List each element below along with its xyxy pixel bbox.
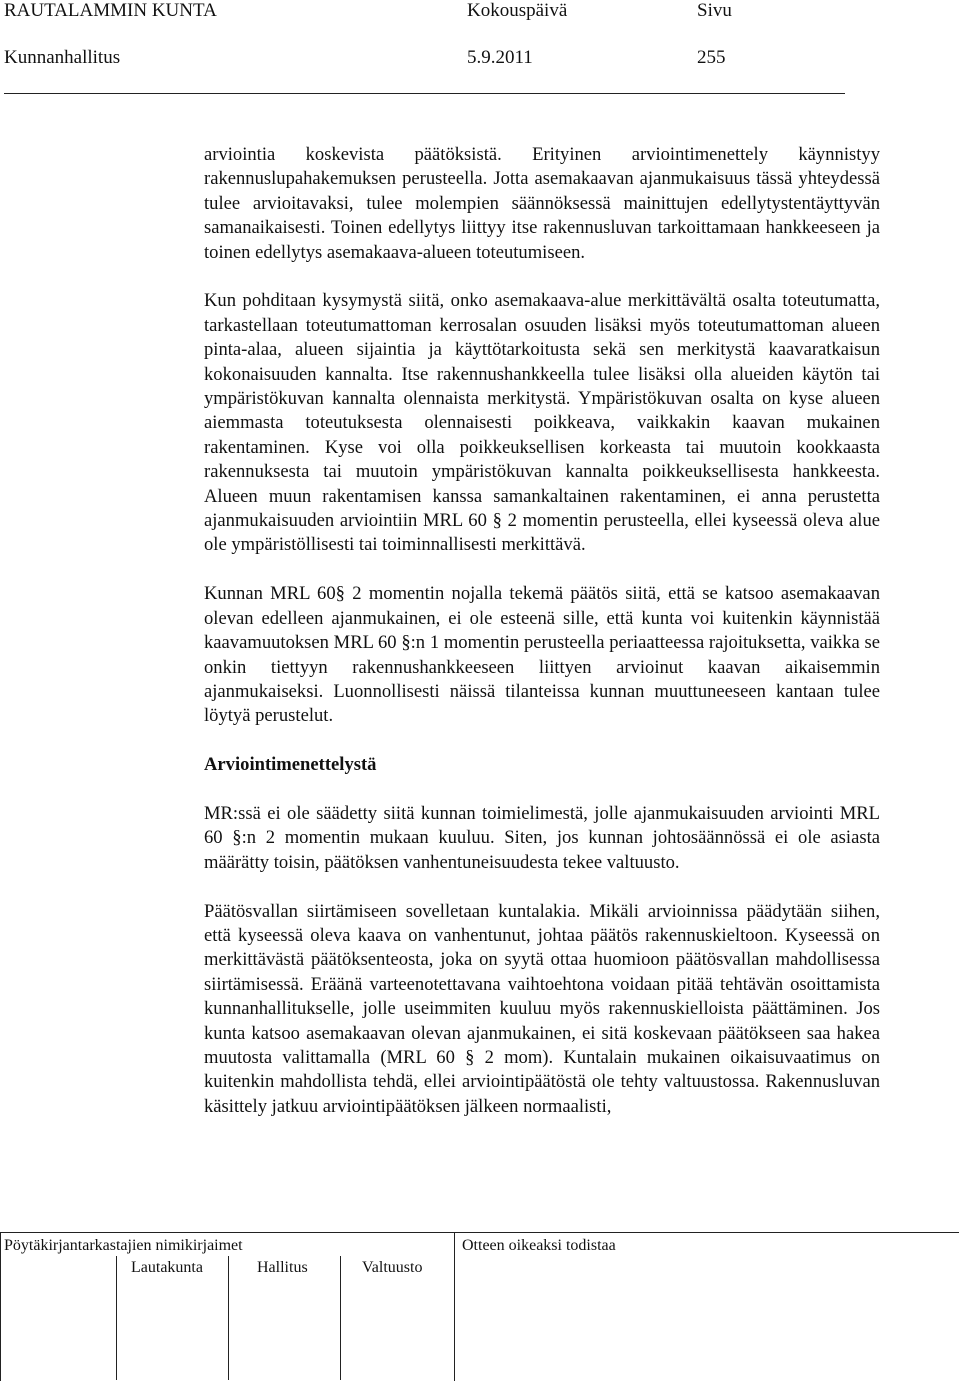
signature-col-hallitus: Hallitus xyxy=(257,1259,308,1276)
paragraph-3: Kunnan MRL 60§ 2 momentin nojalla tekemä päätös siitä, että se katsoo asemakaavan olevan edelleen ajanmukainen, ei ole esteenä sille, että kunta voi kuitenkin käynnistää kaavamuutoksen MRL 60 §:n 1 momentin perusteella periaatteessa rajoituksetta, vaikka se onkin tiettyyn rakennushankkeeseen liittyen arvioinut kaavan aikaisemmin ajanmukaiseksi. Luonnollisesti näissä tilanteissa kunnan muuttuneeseen kantaan tulee löytyä perustelut. xyxy=(204,583,880,727)
signature-divider-1 xyxy=(116,1256,117,1380)
header-rule xyxy=(4,93,845,94)
signature-col-lautakunta: Lautakunta xyxy=(131,1259,203,1276)
paragraph-1: arviointia koskevista päätöksistä. Erityinen arviointimenettely käynnistyy rakennuslupahakemuksen perusteella. Jotta asemakaavan ajanmukaisuus tässä yhteydessä tulee arvioitavaksi, tulee molempien säännöksessä mainittujen edellytystentäyttyvän samanaikaisesti. Toinen edellytys liittyy itse rakennusluvan tarkoittamaan hankkeeseen ja toinen edellytys asemakaava-alueen toteutumiseen. xyxy=(204,144,880,263)
paragraph-5: Päätösvallan siirtämiseen sovelletaan kuntalakia. Mikäli arvioinnissa päädytään siihen, että kyseessä oleva kaava on vanhentunut, johtaa päätös rakennuskieltoon. Kyseessä on merkittävästä päätöksenteosta, joka on syytä ottaa huomioon päätösvallan mahdollisessa siirtämisessä. Eräänä varteenotettavana vaihtoehtona voidaan pitää tehtävän osoittamista kunnanhallitukselle, jolle useimmiten kuuluu myös rakennuskielloista päättäminen. Jos kunta katsoo asemakaavan olevan ajanmukainen, ei sitä koskevaan päätökseen saa hakea muutosta valittamalla (MRL 60 § 2 mom). Kuntalain mukainen oikaisuvaatimus on kuitenkin mahdollista tehdä, ellei arviointipäätöstä ole tehty valtuustossa. Rakennusluvan käsittely jatkuu arviointipäätöksen jälkeen normaalisti, xyxy=(204,900,880,1117)
page-label: Sivu xyxy=(697,0,732,21)
signatures-label: Pöytäkirjantarkastajien nimikirjaimet xyxy=(4,1237,243,1254)
paragraph-2: Kun pohditaan kysymystä siitä, onko asemakaava-alue merkittävältä osalta toteutumatta, tarkastellaan toteutumattoman kerrosalan osuuden lisäksi myös toteutumattoman alueen pinta-alaa, alueen sijaintia ja käyttötarkoitusta sekä sen merkitystä kaavaratkaisun kokonaisuuden kannalta. Itse rakennushankkeella tulee lisäksi olla alueiden käytön tai ympäristökuvan kannalta olennaista merkitystä. Ympäristökuvan osalta on kyse alueen aiemmasta toteutuksesta olennaisesti poikkeava, vaikkakin kaavan mukainen rakentaminen. Kyse voi olla poikkeuksellisen korkeasta tai muutoin kookkaasta rakennuksesta tai muutoin ympäristökuvan kannalta poikkeuksellisesta hankkeesta. Alueen muun rakentamisen kanssa samankaltainen rakentaminen, ei anna perustetta ajanmukaisuuden arviointiin MRL 60 § 2 momentin perusteella, ellei kyseessä oleva alue ole ympäristöllisesti tai toiminnallisesti merkittävä. xyxy=(204,290,880,556)
body-name: Kunnanhallitus xyxy=(4,47,121,68)
certified-label: Otteen oikeaksi todistaa xyxy=(462,1237,616,1254)
section-heading: Arviointimenettelystä xyxy=(204,754,377,776)
municipality-name: RAUTALAMMIN KUNTA xyxy=(4,0,217,21)
signature-col-valtuusto: Valtuusto xyxy=(362,1259,423,1276)
signature-divider-2 xyxy=(228,1256,229,1380)
meeting-date-label: Kokouspäivä xyxy=(467,0,568,21)
paragraph-4: MR:ssä ei ole säädetty siitä kunnan toimielimestä, jolle ajanmukaisuuden arviointi MRL 60 §:n 2 momentin mukaan kuuluu. Siten, jos kunnan johtosäännössä ei ole asiasta määrätty toisin, päätöksen vanhentuneisuudesta tekee valtuusto. xyxy=(204,802,880,873)
signature-divider-3 xyxy=(340,1256,341,1380)
meeting-date: 5.9.2011 xyxy=(467,47,533,68)
document-body xyxy=(204,143,880,1119)
page-number: 255 xyxy=(697,47,726,68)
